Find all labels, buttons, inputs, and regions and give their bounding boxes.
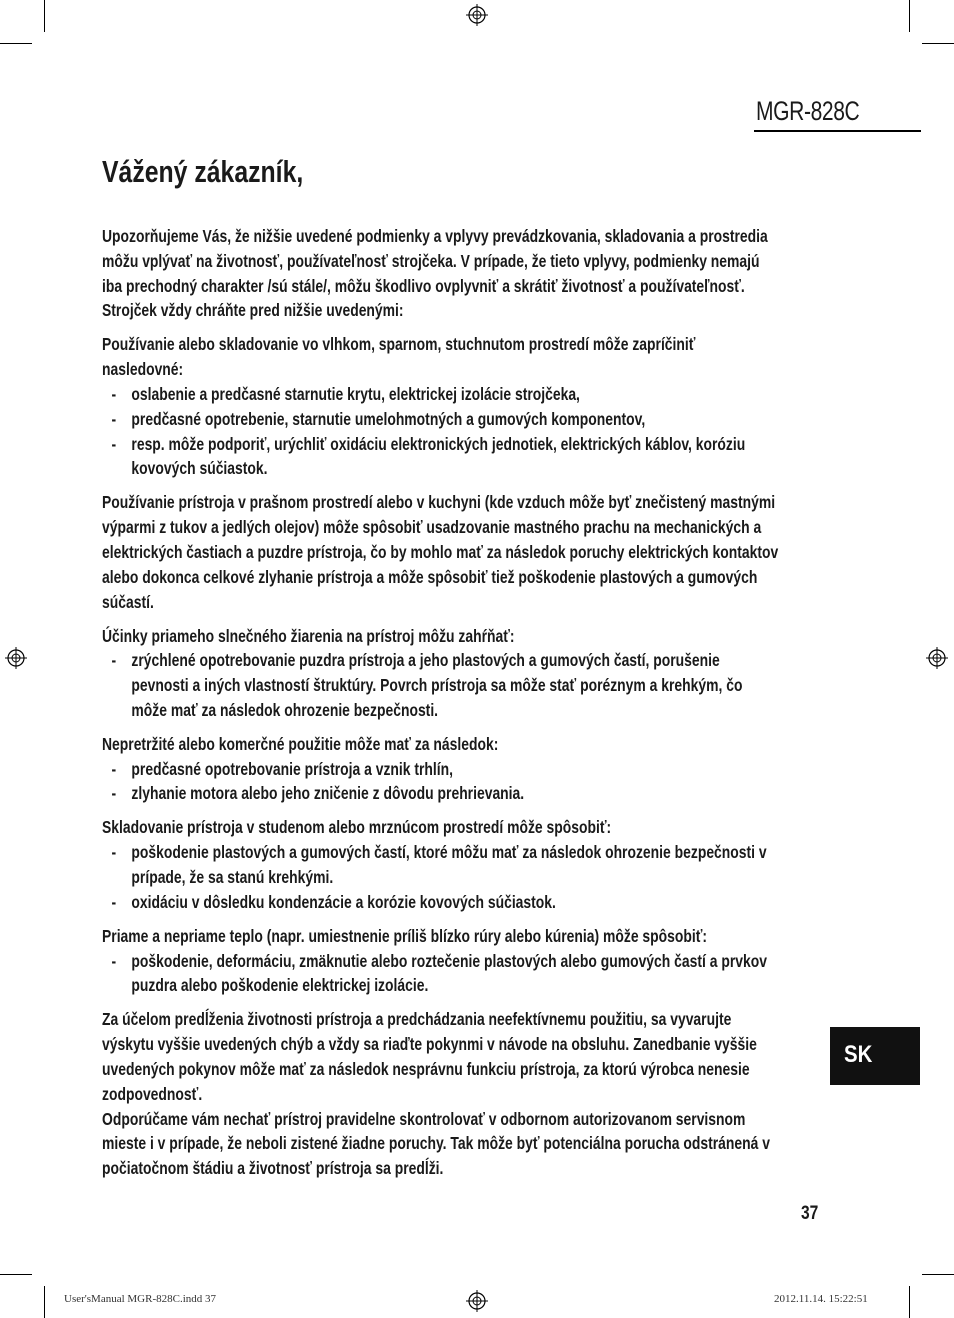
list-item: - predčasné opotrebenie, starnutie umelohmotných a gumových komponentov,: [111, 408, 646, 429]
list-item: - predčasné opotrebovanie prístroja a vznik trhlín,: [111, 758, 454, 779]
list-item: - poškodenie plastových a gumových častí, ktoré môžu mať za následok ohrozenie bezpečnosti v prípade, že sa stanú krehkými.: [111, 842, 767, 888]
page-title: Vážený zákazník,: [102, 154, 304, 189]
registration-mark-icon: [466, 4, 488, 26]
section-heading: Priame a nepriame teplo (napr. umiestnenie príliš blízko rúry alebo kúrenia) môže spôsobiť:: [102, 925, 708, 946]
model-name: MGR-828C: [756, 96, 860, 126]
crop-mark: [909, 0, 910, 32]
crop-mark: [44, 0, 45, 32]
crop-mark: [44, 1286, 45, 1318]
bullet-list: [102, 648, 825, 722]
crop-mark: [922, 1274, 954, 1275]
language-tab-label: SK: [844, 1041, 873, 1068]
list-item: - zrýchlené opotrebovanie puzdra prístroja a jeho plastových a gumových častí, porušenie pevnosti a iných vlastností štruktúry. Povrch prístroja sa môže stať poréznym a krehkým, čo môže mať za následok ohrozenie bezpečnosti.: [111, 650, 743, 720]
intro-paragraph: Upozorňujeme Vás, že nižšie uvedené podmienky a vplyvy prevádzkovania, skladovania a prostredia môžu vplývať na životnosť, používateľnosť strojčeka. V prípade, že tieto vplyvy, podmienky nemajú iba prechodný charakter /sú stále/, môžu škodlivo ovplyvniť a skrátiť životnosť a používateľnosť. Strojček vždy chráňte pred nižšie uvedenými:: [102, 226, 768, 321]
paragraph: Používanie prístroja v prašnom prostredí alebo v kuchyni (kde vzduch môže byť znečistený mastnými výparmi z tukov a jedlých olejov) môže spôsobiť usadzovanie mastného prachu na mechanických a elektrických častiach a puzdre prístroja, čo by mohlo mať za následok poruchy elektrických kontaktov alebo dokonca celkové zlyhanie prístroja a môže spôsobiť tiež poškodenie plastových a gumových súčastí.: [102, 492, 779, 612]
section-heading: Používanie alebo skladovanie vo vlhkom, sparnom, stuchnutom prostredí môže zapríčiniť nasledovné:: [102, 334, 696, 380]
footer-file-info: User'sManual MGR-828C.indd 37: [64, 1293, 217, 1305]
list-item: - oxidáciu v dôsledku kondenzácie a korózie kovových súčiastok.: [111, 891, 556, 912]
list-item: - poškodenie, deformáciu, zmäknutie alebo roztečenie plastových alebo gumových častí a prvkov puzdra alebo poškodenie elektrickej izolácie.: [111, 950, 767, 996]
section-heading: Skladovanie prístroja v studenom alebo mrznúcom prostredí môže spôsobiť:: [102, 817, 612, 838]
bullet-list: [102, 757, 825, 807]
document-body: [102, 224, 825, 1190]
bullet-list: [102, 949, 825, 999]
crop-mark: [922, 43, 954, 44]
registration-mark-icon: [926, 647, 948, 669]
list-item: - zlyhanie motora alebo jeho zničenie z dôvodu prehrievania.: [111, 783, 525, 804]
list-item: - oslabenie a predčasné starnutie krytu, elektrickej izolácie strojčeka,: [111, 383, 580, 404]
list-item: - resp. môže podporiť, urýchliť oxidáciu elektronických jednotiek, elektrických káblov, koróziu kovových súčiastok.: [111, 433, 746, 479]
page-number: 37: [801, 1203, 819, 1224]
crop-mark: [0, 43, 32, 44]
bullet-list: [102, 382, 825, 481]
section-heading: Nepretržité alebo komerčné použitie môže mať za následok:: [102, 733, 499, 754]
crop-mark: [0, 1274, 32, 1275]
crop-mark: [909, 1286, 910, 1318]
bullet-list: [102, 840, 825, 914]
registration-mark-icon: [466, 1290, 488, 1312]
paragraph: Za účelom predĺženia životnosti prístroja a predchádzania neefektívnemu použitiu, sa vyvarujte výskytu vyššie uvedených chýb a vždy sa riaďte pokynmi v návode na obsluhu. Zanedbanie vyššie uvedených pokynov môže mať za následok nesprávnu funkciu prístroja, za ktorú výrobca nenesie zodpovednosť.: [102, 1009, 757, 1104]
paragraph: Odporúčame vám nechať prístroj pravidelne skontrolovať v odbornom autorizovanom servisnom mieste i v prípade, že neboli zistené žiadne poruchy. Tak môže byť potenciálna porucha odstránená v počiatočnom štádiu a životnosť prístroja sa predĺži.: [102, 1108, 770, 1179]
footer-timestamp: 2012.11.14. 15:22:51: [774, 1293, 868, 1305]
header-rule: [754, 130, 921, 132]
registration-mark-icon: [5, 647, 27, 669]
language-tab: [830, 1027, 920, 1085]
section-heading: Účinky priameho slnečného žiarenia na prístroj môžu zahŕňať:: [102, 625, 515, 646]
